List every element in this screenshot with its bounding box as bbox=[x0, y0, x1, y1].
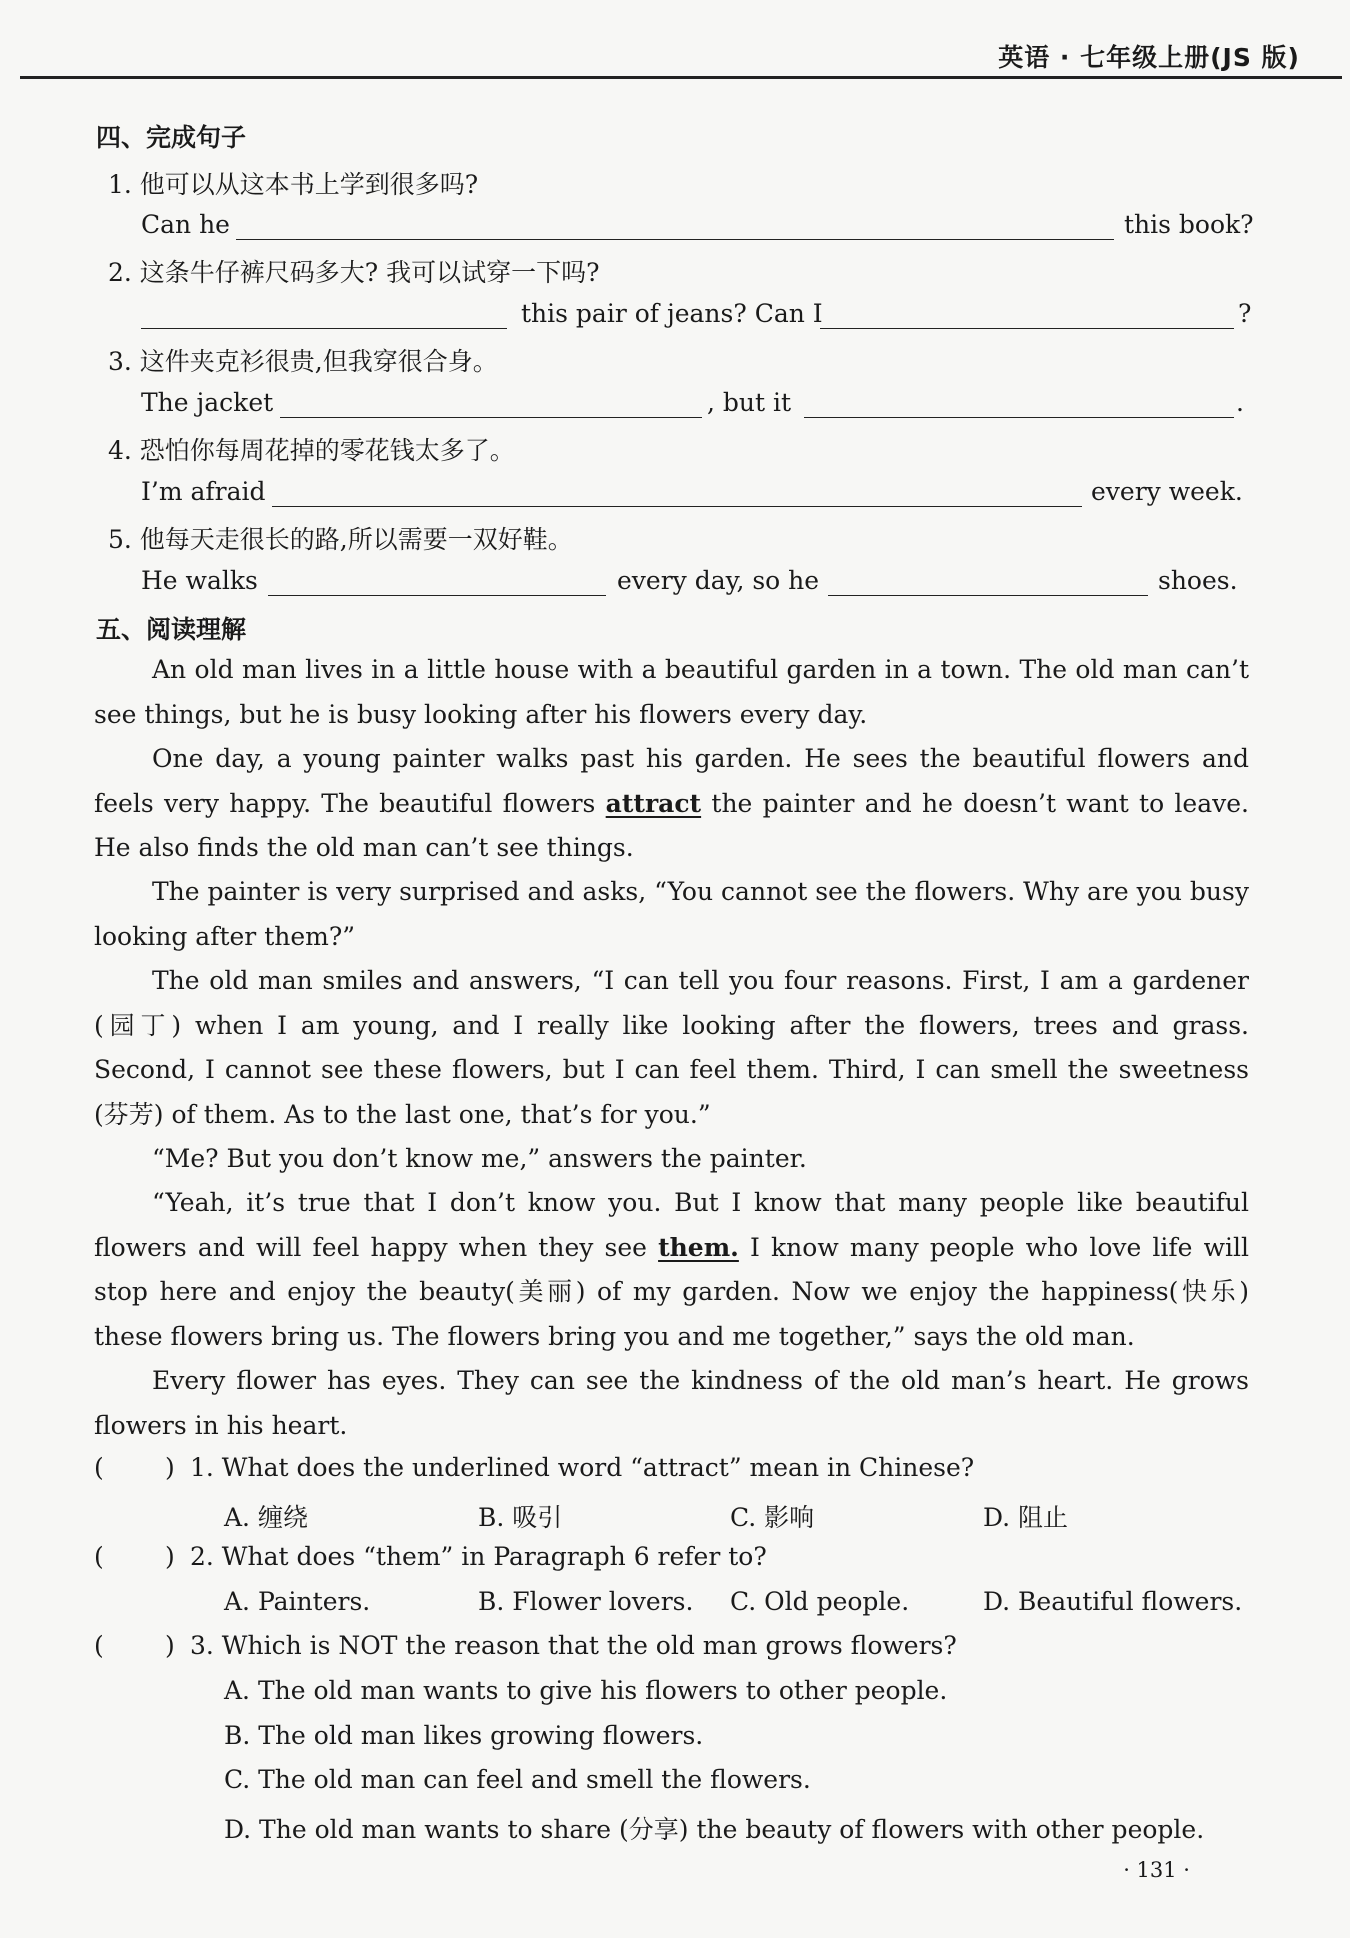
answer-bracket-open[interactable]: ( bbox=[94, 1453, 104, 1482]
underlined-word-them: them. bbox=[658, 1232, 739, 1262]
item-4-answer-blank[interactable] bbox=[272, 506, 1082, 507]
passage-paragraph-7: Every flower has eyes. They can see the kindness of the old man’s heart. He grows flowers in his heart. bbox=[94, 1366, 1249, 1440]
item-4-chinese: 4. 恐怕你每周花掉的零花钱太多了。 bbox=[108, 436, 515, 465]
item-4-suffix: every week. bbox=[1091, 477, 1243, 506]
item-2-answer-blank-2[interactable] bbox=[820, 328, 1234, 329]
item-3-middle: , but it bbox=[707, 388, 792, 417]
header-divider bbox=[20, 76, 1342, 79]
item-3-answer-blank-2[interactable] bbox=[804, 417, 1234, 418]
question-1-option-a[interactable]: A. 缠绕 bbox=[224, 1503, 308, 1532]
question-2-option-a[interactable]: A. Painters. bbox=[224, 1587, 371, 1616]
question-3-option-c[interactable]: C. The old man can feel and smell the flowers. bbox=[224, 1765, 811, 1794]
item-3-chinese: 3. 这件夹克衫很贵,但我穿很合身。 bbox=[108, 347, 498, 376]
answer-bracket-close: ) bbox=[165, 1542, 175, 1571]
question-1-option-b[interactable]: B. 吸引 bbox=[478, 1503, 563, 1532]
passage-paragraph-1: An old man lives in a little house with a beautiful garden in a town. The old man can’t see things, but he is busy looking after his flowers every day. bbox=[94, 655, 1249, 729]
item-2-chinese: 2. 这条牛仔裤尺码多大? 我可以试穿一下吗? bbox=[108, 258, 600, 287]
answer-bracket-close: ) bbox=[165, 1453, 175, 1482]
item-2-end: ? bbox=[1238, 299, 1252, 328]
answer-bracket-open[interactable]: ( bbox=[94, 1542, 104, 1571]
item-1-chinese: 1. 他可以从这本书上学到很多吗? bbox=[108, 170, 479, 199]
item-3-answer-blank-1[interactable] bbox=[280, 417, 702, 418]
item-3-prefix: The jacket bbox=[141, 388, 274, 417]
item-4-prefix: I’m afraid bbox=[141, 477, 266, 506]
question-3-option-b[interactable]: B. The old man likes growing flowers. bbox=[224, 1721, 704, 1750]
book-title: 英语 · 七年级上册(JS 版) bbox=[998, 43, 1300, 72]
question-3-option-d[interactable]: D. The old man wants to share (分享) the beauty of flowers with other people. bbox=[224, 1815, 1205, 1844]
passage-paragraph-2: One day, a young painter walks past his garden. He sees the beautiful flowers and feels very happy. The beautiful flowers attract the painter and he doesn’t want to leave. He also finds the old man can’t see things. bbox=[94, 744, 1249, 862]
item-5-middle: every day, so he bbox=[617, 566, 820, 595]
answer-bracket-open[interactable]: ( bbox=[94, 1631, 104, 1660]
question-1-text: 1. What does the underlined word “attract” mean in Chinese? bbox=[190, 1453, 975, 1482]
item-2-answer-blank-1[interactable] bbox=[141, 328, 507, 329]
item-1-prefix: Can he bbox=[141, 210, 230, 239]
question-2-text: 2. What does “them” in Paragraph 6 refer to? bbox=[190, 1542, 767, 1571]
item-5-prefix: He walks bbox=[141, 566, 258, 595]
item-2-middle: this pair of jeans? Can I bbox=[521, 299, 823, 328]
item-1-suffix: this book? bbox=[1124, 210, 1254, 239]
question-1-option-d[interactable]: D. 阻止 bbox=[983, 1503, 1069, 1532]
question-3-option-a[interactable]: A. The old man wants to give his flowers to other people. bbox=[224, 1676, 948, 1705]
item-5-chinese: 5. 他每天走很长的路,所以需要一双好鞋。 bbox=[108, 525, 573, 554]
underlined-word-attract: attract bbox=[605, 788, 702, 818]
item-3-end: . bbox=[1236, 388, 1244, 417]
section-4-heading: 四、完成句子 bbox=[96, 123, 247, 152]
answer-bracket-close: ) bbox=[165, 1631, 175, 1660]
passage-paragraph-6: “Yeah, it’s true that I don’t know you. But I know that many people like beautiful flowers and will feel happy when they see them. I know many people who love life will stop here and enjoy the beauty(美丽) of my garden. Now we enjoy the happiness(快乐) these flowers bring us. The flowers bring you and me together,” says the old man. bbox=[94, 1188, 1249, 1351]
item-1-answer-blank[interactable] bbox=[236, 239, 1114, 240]
item-5-answer-blank-2[interactable] bbox=[828, 595, 1148, 596]
question-3-text: 3. Which is NOT the reason that the old man grows flowers? bbox=[190, 1631, 957, 1660]
question-2-option-b[interactable]: B. Flower lovers. bbox=[478, 1587, 694, 1616]
item-5-answer-blank-1[interactable] bbox=[268, 595, 606, 596]
question-2-option-c[interactable]: C. Old people. bbox=[730, 1587, 910, 1616]
passage-paragraph-5: “Me? But you don’t know me,” answers the painter. bbox=[152, 1144, 807, 1173]
question-2-option-d[interactable]: D. Beautiful flowers. bbox=[983, 1587, 1243, 1616]
question-1-option-c[interactable]: C. 影响 bbox=[730, 1503, 815, 1532]
passage-paragraph-4: The old man smiles and answers, “I can tell you four reasons. First, I am a gardener (园丁) when I am young, and I really like looking after the flowers, trees and grass. Second, I cannot see these flowers, but I can feel them. Third, I can smell the sweetness (芬芳) of them. As to the last one, that’s for you.” bbox=[94, 966, 1249, 1129]
page-number: · 131 · bbox=[1123, 1858, 1190, 1882]
section-5-heading: 五、阅读理解 bbox=[96, 615, 247, 644]
item-5-end: shoes. bbox=[1158, 566, 1238, 595]
passage-paragraph-3: The painter is very surprised and asks, “You cannot see the flowers. Why are you busy looking after them?” bbox=[94, 877, 1249, 951]
